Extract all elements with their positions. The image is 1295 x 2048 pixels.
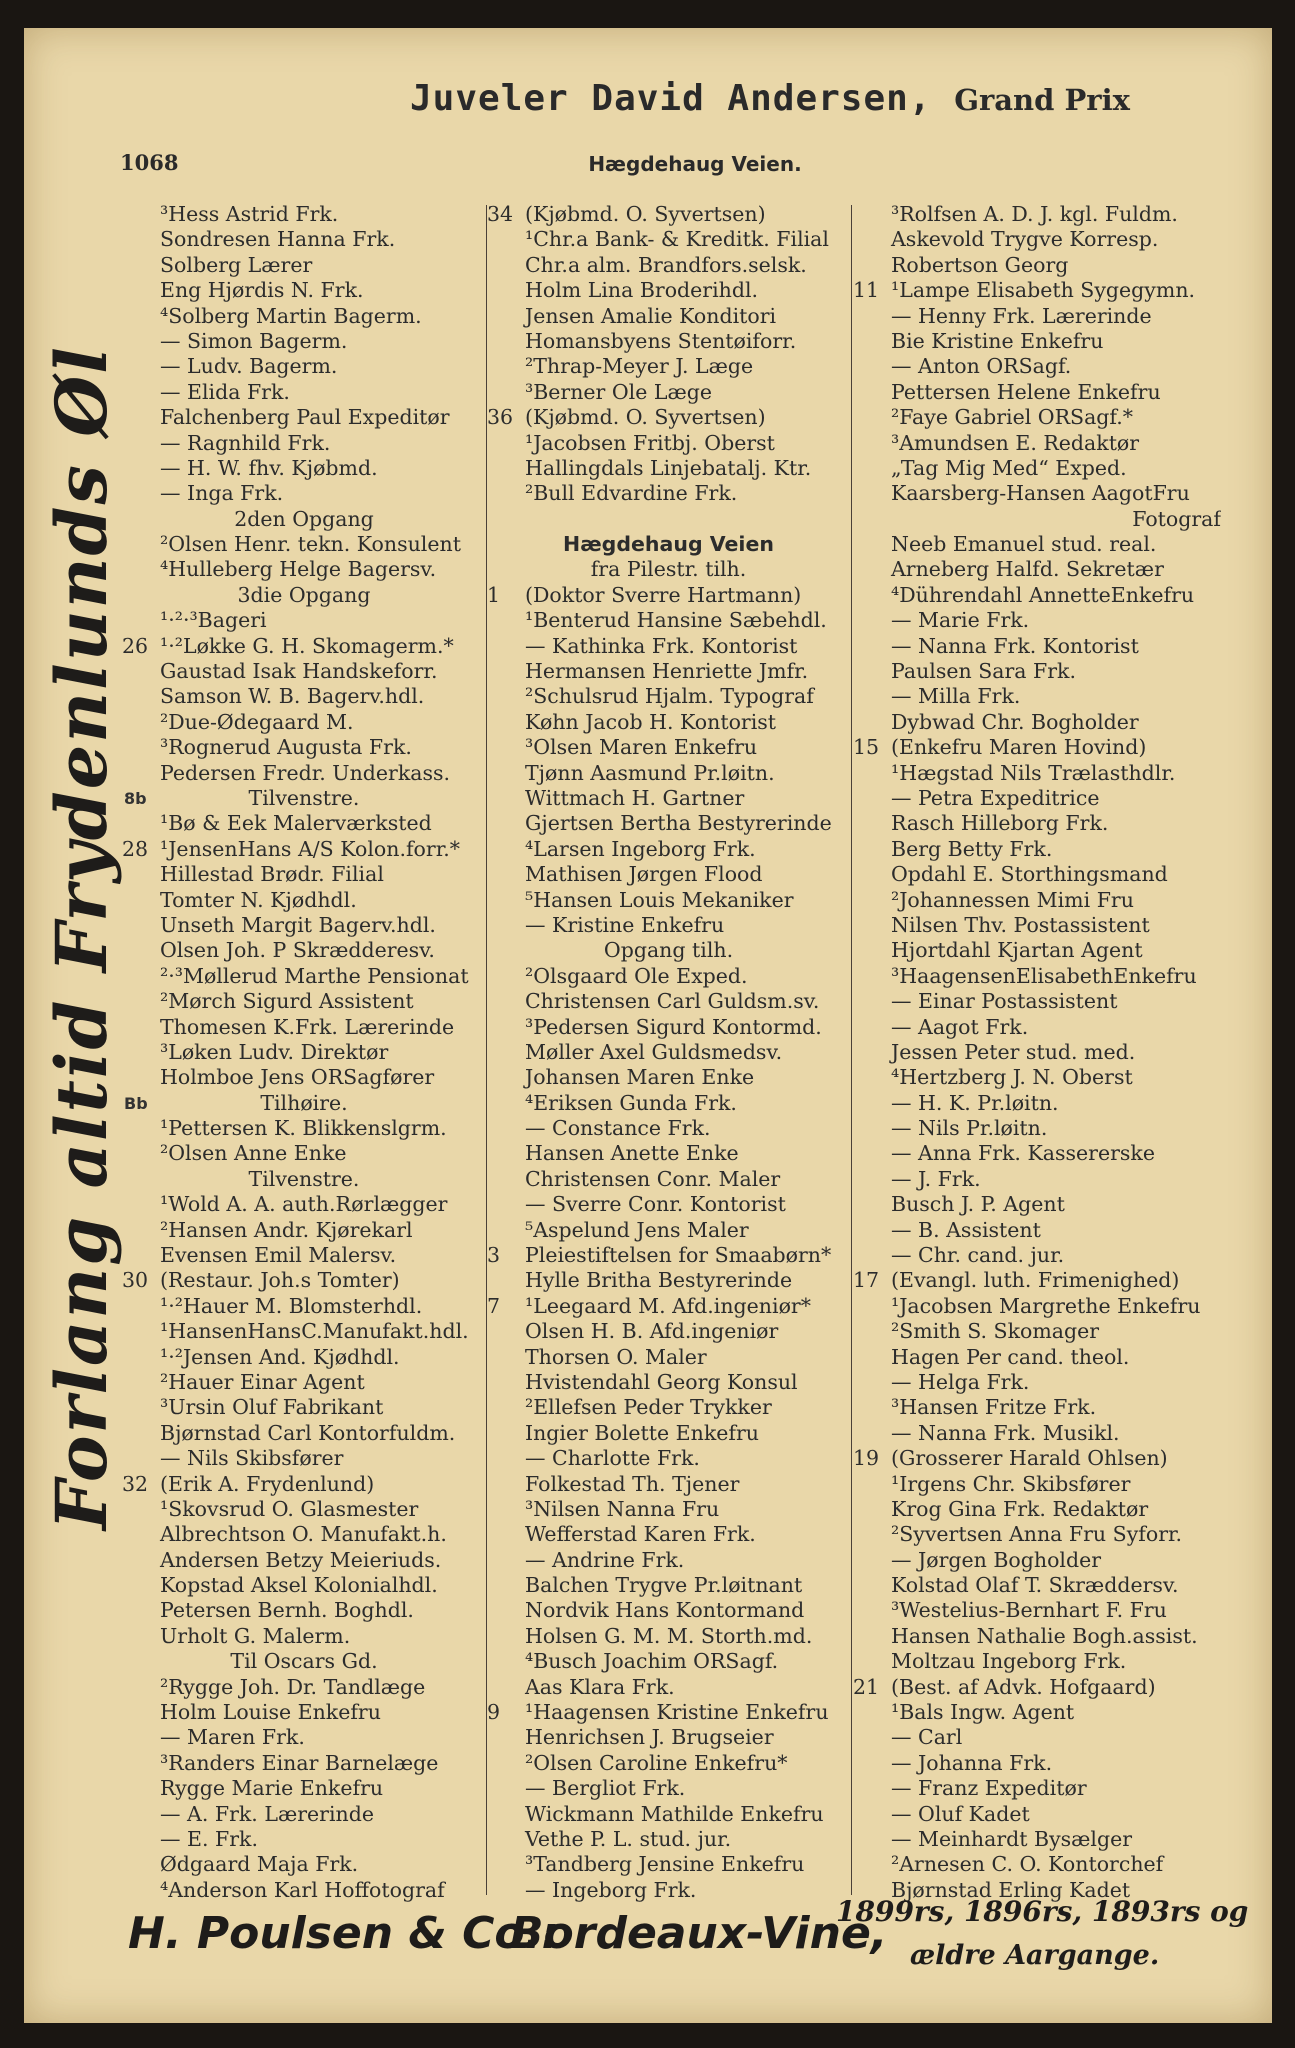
street-header: Hægdehaug Veien.	[588, 152, 802, 176]
resident-entry: ³Hess Astrid Frk.	[160, 202, 339, 226]
resident-entry: ¹Irgens Chr. Skibsfører	[891, 1471, 1131, 1496]
resident-entry: — Johanna Frk.	[891, 1750, 1053, 1775]
resident-entry: ¹Hægstad Nils Trælasthdlr.	[891, 760, 1176, 785]
resident-entry: Hermansen Henriette Jmfr.	[525, 659, 809, 684]
resident-entry: — H. K. Pr.løitn.	[891, 1090, 1059, 1115]
resident-entry: ²Ellefsen Peder Trykker	[525, 1395, 772, 1420]
resident-entry: ¹Jacobsen Margrethe Enkefru	[891, 1293, 1201, 1318]
resident-entry: Bie Kristine Enkefru	[891, 328, 1104, 353]
resident-entry: ²Smith S. Skomager	[891, 1319, 1100, 1344]
house-number-entry	[122, 634, 486, 659]
resident-entry: Hallingdals Linjebatalj. Ktr.	[525, 455, 812, 480]
resident-entry: — Ludv. Bagerm.	[160, 354, 338, 379]
resident-entry: Wickmann Mathilde Enkefru	[525, 1801, 824, 1826]
resident-entry: — Helga Frk.	[891, 1369, 1030, 1394]
resident-entry: ¹·²Jensen And. Kjødhdl.	[160, 1344, 400, 1369]
section-label: Opgang tilh.	[603, 938, 734, 963]
resident-entry: Hvistendahl Georg Konsul	[525, 1369, 798, 1394]
resident-entry: Chr.a alm. Brandfors.selsk.	[525, 252, 807, 277]
resident-entry: — Elida Frk.	[160, 379, 290, 404]
section-label	[487, 507, 850, 532]
margin-mark: Bb	[124, 1094, 148, 1113]
house-number-entry	[853, 1675, 1221, 1700]
house-number: 7	[487, 1293, 501, 1318]
page-header-title	[410, 78, 1210, 119]
entry-text: (Kjøbmd. O. Syvertsen)	[525, 405, 766, 430]
column-divider	[851, 205, 852, 1895]
resident-entry: ³Rolfsen A. D. J. kgl. Fuldm.	[891, 202, 1178, 226]
house-number-entry	[122, 1268, 486, 1293]
resident-entry: Olsen Joh. P Skrædderesv.	[160, 938, 435, 963]
resident-entry: — Carl	[891, 1725, 963, 1750]
resident-entry: ¹·²Hauer M. Blomsterhdl.	[160, 1293, 423, 1318]
resident-entry: ⁵Aspelund Jens Maler	[525, 1217, 749, 1242]
resident-entry: Henrichsen J. Brugseier	[525, 1725, 774, 1750]
resident-entry: — Meinhardt Bysælger	[891, 1827, 1133, 1851]
resident-entry: — Sverre Conr. Kontorist	[525, 1192, 786, 1217]
house-number-entry	[853, 1268, 1221, 1293]
resident-entry: Mathisen Jørgen Flood	[525, 862, 763, 887]
resident-entry: — Nanna Frk. Kontorist	[891, 633, 1139, 658]
entry-text: ¹·²Løkke G. H. Skomagerm.*	[160, 633, 454, 658]
resident-entry: ³Hansen Fritze Frk.	[891, 1395, 1097, 1420]
footer-product: Bordeaux-Vine,	[510, 1908, 888, 1959]
resident-entry: ¹Pettersen K. Blikkenslgrm.	[160, 1116, 447, 1141]
resident-entry: Sondresen Hanna Frk.	[160, 227, 396, 252]
page-number: 1068	[120, 150, 179, 175]
resident-entry: ²Mørch Sigurd Assistent	[160, 989, 414, 1014]
resident-entry: Andersen Betzy Meieriuds.	[160, 1547, 442, 1572]
house-number: 17	[853, 1268, 880, 1293]
house-number: 32	[122, 1471, 149, 1496]
resident-entry: Arneberg Halfd. Sekretær	[891, 557, 1164, 582]
house-number-entry	[853, 735, 1221, 760]
resident-entry: ⁴Larsen Ingeborg Frk.	[525, 836, 756, 861]
entry-text: ¹Haagensen Kristine Enkefru	[525, 1700, 829, 1725]
resident-entry: — Kristine Enkefru	[525, 912, 725, 937]
footer-vintages: 1899rs, 1896rs, 1893rs og	[836, 1895, 1249, 1928]
resident-entry: Hillestad Brødr. Filial	[160, 862, 384, 887]
resident-entry: — Nils Pr.løitn.	[891, 1116, 1048, 1141]
resident-entry: Folkestad Th. Tjener	[525, 1471, 740, 1496]
resident-entry: Busch J. P. Agent	[891, 1192, 1065, 1217]
resident-entry: ²Thrap-Meyer J. Læge	[525, 354, 754, 379]
resident-entry: Bjørnstad Carl Kontorfuldm.	[160, 1420, 456, 1445]
resident-entry: Tjønn Aasmund Pr.løitn.	[525, 760, 775, 785]
resident-entry: — H. W. fhv. Kjøbmd.	[160, 455, 378, 480]
resident-entry: — Oluf Kadet	[891, 1801, 1030, 1826]
house-number: 30	[122, 1268, 149, 1293]
entry-text: (Erik A. Frydenlund)	[160, 1471, 375, 1496]
resident-entry: Nilsen Thv. Postassistent	[891, 912, 1150, 937]
resident-entry: — Milla Frk.	[891, 684, 1021, 709]
resident-entry: ²Due-Ødegaard M.	[160, 709, 354, 734]
resident-entry: Holsen G. M. M. Storth.md.	[525, 1623, 813, 1648]
entry-text: (Doktor Sverre Hartmann)	[525, 582, 802, 607]
footer-older-vintages: ældre Aargange.	[910, 1940, 1160, 1971]
house-number: 21	[853, 1674, 880, 1699]
house-number: 9	[487, 1700, 501, 1725]
house-number-entry	[853, 1446, 1221, 1471]
resident-entry: ²Olsen Anne Enke	[160, 1141, 347, 1166]
resident-entry: Holmboe Jens ORSagfører	[160, 1065, 435, 1090]
resident-entry: ³Amundsen E. Redaktør	[891, 430, 1140, 455]
resident-entry: Solberg Lærer	[160, 252, 313, 277]
resident-entry: — B. Assistent	[891, 1217, 1041, 1242]
house-number-entry	[487, 583, 850, 608]
resident-entry: Wittmach H. Gartner	[525, 785, 745, 810]
resident-entry: ⁴Solberg Martin Bagerm.	[160, 303, 422, 328]
entry-text: (Kjøbmd. O. Syvertsen)	[525, 202, 766, 226]
street-section-heading: Hægdehaug Veien	[563, 532, 774, 557]
resident-entry: ²Olsgaard Ole Exped.	[525, 963, 748, 988]
resident-entry: Falchenberg Paul Expeditør	[160, 405, 450, 430]
resident-entry: Thomesen K.Frk. Lærerinde	[160, 1014, 455, 1039]
resident-entry: Tomter N. Kjødhdl.	[160, 887, 357, 912]
entry-text: (Best. af Advk. Hofgaard)	[891, 1674, 1156, 1699]
house-number: 19	[853, 1446, 880, 1471]
resident-entry: Rasch Hilleborg Frk.	[891, 811, 1109, 836]
entry-text: (Restaur. Joh.s Tomter)	[160, 1268, 400, 1293]
entry-text: ¹JensenHans A/S Kolon.forr.*	[160, 836, 461, 861]
continuation-text: Fotograf	[1132, 506, 1221, 531]
resident-entry: — Aagot Frk.	[891, 1014, 1029, 1039]
resident-entry: ²Rygge Joh. Dr. Tandlæge	[160, 1674, 426, 1699]
resident-entry: Thorsen O. Maler	[525, 1344, 707, 1369]
resident-entry: ¹Skovsrud O. Glasmester	[160, 1496, 419, 1521]
side-advertisement: Forlang altid Frydenlunds Øl	[40, 345, 123, 1530]
directory-column-3	[853, 202, 1221, 1903]
resident-entry: ²Hansen Andr. Kjørekarl	[160, 1217, 413, 1242]
entry-text: (Enkefru Maren Hovind)	[891, 735, 1147, 760]
resident-entry: — Andrine Frk.	[525, 1547, 685, 1572]
resident-entry: — Franz Expeditør	[891, 1776, 1087, 1801]
resident-entry: ¹Wold A. A. auth.Rørlægger	[160, 1192, 448, 1217]
resident-entry: — Nanna Frk. Musikl.	[891, 1420, 1120, 1445]
header-advertiser: Juveler David Andersen,	[410, 78, 932, 119]
resident-entry: — E. Frk.	[160, 1827, 258, 1851]
house-number: 15	[853, 735, 880, 760]
resident-entry: Paulsen Sara Frk.	[891, 659, 1076, 684]
house-number-entry	[122, 1472, 486, 1497]
resident-entry: Kopstad Aksel Kolonialhdl.	[160, 1573, 438, 1598]
resident-entry: — J. Frk.	[891, 1166, 981, 1191]
resident-entry: ¹HansenHansC.Manufakt.hdl.	[160, 1319, 469, 1344]
entry-text: ¹Leegaard M. Afd.ingeniør*	[525, 1293, 811, 1318]
resident-entry: ²Faye Gabriel ORSagf.*	[891, 405, 1134, 430]
resident-entry: Balchen Trygve Pr.løitnant	[525, 1573, 803, 1598]
resident-entry: ³Nilsen Nanna Fru	[525, 1496, 720, 1521]
resident-entry: Ingier Bolette Enkefru	[525, 1420, 759, 1445]
resident-entry: Gjertsen Bertha Bestyrerinde	[525, 811, 832, 836]
directory-column-2	[487, 202, 850, 1903]
resident-entry: Olsen H. B. Afd.ingeniør	[525, 1319, 779, 1344]
house-number: 36	[487, 405, 514, 430]
resident-entry: Hagen Per cand. theol.	[891, 1344, 1130, 1369]
house-number-entry	[487, 405, 850, 430]
resident-entry: Hjortdahl Kjartan Agent	[891, 938, 1143, 963]
resident-entry: Bjørnstad Erling Kadet	[891, 1877, 1131, 1902]
entry-text: Pleiestiftelsen for Smaabørn*	[525, 1243, 832, 1268]
resident-entry: ²Syvertsen Anna Fru Syforr.	[891, 1522, 1183, 1547]
resident-entry: — Ragnhild Frk.	[160, 430, 331, 455]
house-number-entry	[853, 278, 1221, 303]
resident-entry: „Tag Mig Med“ Exped.	[891, 455, 1127, 480]
house-number-entry	[487, 1243, 850, 1268]
resident-entry: Samson W. B. Bagerv.hdl.	[160, 684, 425, 709]
resident-entry: Hansen Anette Enke	[525, 1141, 739, 1166]
section-label: Tilvenstre.	[248, 1166, 360, 1191]
resident-entry: ²Hauer Einar Agent	[160, 1369, 365, 1394]
resident-entry: — Marie Frk.	[891, 608, 1030, 633]
resident-entry: Petersen Bernh. Boghdl.	[160, 1598, 414, 1623]
resident-entry: Møller Axel Guldsmedsv.	[525, 1039, 783, 1064]
house-number-entry	[487, 1294, 850, 1319]
entry-text: (Evangl. luth. Frimenighed)	[891, 1268, 1180, 1293]
house-number: 11	[853, 278, 880, 303]
house-number: 26	[122, 633, 149, 658]
section-label: Tilvenstre.	[248, 785, 360, 810]
resident-entry: Eng Hjørdis N. Frk.	[160, 278, 364, 303]
resident-entry: Evensen Emil Malersv.	[160, 1243, 397, 1268]
resident-entry: ²Johannessen Mimi Fru	[891, 887, 1134, 912]
resident-entry: — Kathinka Frk. Kontorist	[525, 633, 798, 658]
resident-entry: ³Tandberg Jensine Enkefru	[525, 1852, 805, 1877]
resident-entry: — Bergliot Frk.	[525, 1776, 686, 1801]
house-number: 34	[487, 202, 514, 226]
resident-entry: Robertson Georg	[891, 252, 1069, 277]
resident-entry: ²Schulsrud Hjalm. Typograf	[525, 684, 814, 709]
resident-entry: ¹Chr.a Bank- & Kreditk. Filial	[525, 227, 829, 252]
resident-entry: — Inga Frk.	[160, 481, 284, 506]
resident-entry: Neeb Emanuel stud. real.	[891, 532, 1157, 557]
house-number: 3	[487, 1243, 501, 1268]
house-number-entry	[122, 837, 486, 862]
resident-entry: ²Olsen Henr. tekn. Konsulent	[160, 532, 461, 557]
resident-entry: Berg Betty Frk.	[891, 836, 1053, 861]
resident-entry: Krog Gina Frk. Redaktør	[891, 1496, 1149, 1521]
resident-entry: Hylle Britha Bestyrerinde	[525, 1268, 793, 1293]
resident-entry: ¹Bals Ingw. Agent	[891, 1700, 1075, 1725]
resident-entry: ³Berner Ole Læge	[525, 379, 713, 404]
resident-entry: Kaarsberg-Hansen AagotFru	[891, 481, 1190, 506]
section-label: Tilhøire.	[260, 1090, 348, 1115]
resident-entry: Johansen Maren Enke	[525, 1065, 755, 1090]
resident-entry: ²Arnesen C. O. Kontorchef	[891, 1852, 1164, 1877]
resident-entry: — Einar Postassistent	[891, 989, 1118, 1014]
resident-entry: Køhn Jacob H. Kontorist	[525, 709, 777, 734]
resident-entry: Albrechtson O. Manufakt.h.	[160, 1522, 447, 1547]
header-grand-prix: Grand Prix	[954, 83, 1130, 117]
resident-entry: — Anton ORSagf.	[891, 354, 1072, 379]
resident-entry: ³Randers Einar Barnelæge	[160, 1750, 439, 1775]
resident-entry: ⁴Eriksen Gunda Frk.	[525, 1090, 737, 1115]
resident-entry: ²Olsen Caroline Enkefru*	[525, 1750, 788, 1775]
resident-entry: — Simon Bagerm.	[160, 328, 348, 353]
resident-entry: ³Rognerud Augusta Frk.	[160, 735, 412, 760]
resident-entry: Unseth Margit Bagerv.hdl.	[160, 912, 436, 937]
resident-entry: Gaustad Isak Handskeforr.	[160, 659, 438, 684]
resident-entry: Kolstad Olaf T. Skræddersv.	[891, 1573, 1179, 1598]
resident-entry: — Anna Frk. Kassererske	[891, 1141, 1155, 1166]
resident-entry: Askevold Trygve Korresp.	[891, 227, 1159, 252]
resident-entry: ⁵Hansen Louis Mekaniker	[525, 887, 794, 912]
resident-entry: Holm Louise Enkefru	[160, 1700, 381, 1725]
resident-entry: ¹Jacobsen Fritbj. Oberst	[525, 430, 775, 455]
resident-entry: — Maren Frk.	[160, 1725, 305, 1750]
resident-entry: ⁴Hertzberg J. N. Oberst	[891, 1065, 1133, 1090]
house-number: 28	[122, 836, 149, 861]
resident-entry: ⁴Busch Joachim ORSagf.	[525, 1649, 779, 1674]
resident-entry: ³Olsen Maren Enkefru	[525, 735, 758, 760]
resident-entry: ³Pedersen Sigurd Kontormd.	[525, 1014, 822, 1039]
entry-text: ¹Lampe Elisabeth Sygegymn.	[891, 278, 1196, 303]
house-number-entry	[487, 202, 850, 227]
footer-advertiser: H. Poulsen & Co.:	[128, 1908, 559, 1959]
resident-entry: ¹Benterud Hansine Sæbehdl.	[525, 608, 827, 633]
resident-entry: Jensen Amalie Konditori	[525, 303, 777, 328]
resident-entry: ⁴Anderson Karl Hoffotograf	[160, 1877, 445, 1902]
resident-entry: ⁴Dührendahl AnnetteEnkefru	[891, 582, 1195, 607]
resident-entry: ⁴Hulleberg Helge Bagersv.	[160, 557, 437, 582]
resident-entry: Opdahl E. Storthingsmand	[891, 862, 1168, 887]
resident-entry: ²·³Møllerud Marthe Pensionat	[160, 963, 469, 988]
house-number-entry	[487, 1700, 850, 1725]
section-label: Til Oscars Gd.	[230, 1649, 378, 1674]
resident-entry: Ødgaard Maja Frk.	[160, 1852, 359, 1877]
resident-entry: Rygge Marie Enkefru	[160, 1776, 384, 1801]
resident-entry: — Petra Expeditrice	[891, 785, 1100, 810]
resident-entry: Urholt G. Malerm.	[160, 1623, 351, 1648]
resident-entry: ³Westelius-Bernhart F. Fru	[891, 1598, 1167, 1623]
resident-entry: — Charlotte Frk.	[525, 1446, 700, 1471]
resident-entry: Wefferstad Karen Frk.	[525, 1522, 756, 1547]
resident-entry: ¹·²·³Bageri	[160, 608, 267, 633]
resident-entry: ³HaagensenElisabethEnkefru	[891, 963, 1197, 988]
entry-text: (Grosserer Harald Ohlsen)	[891, 1446, 1168, 1471]
resident-entry: ¹Bø & Eek Malerværksted	[160, 811, 432, 836]
section-label: 3die Opgang	[237, 582, 371, 607]
section-label: fra Pilestr. tilh.	[590, 557, 747, 582]
resident-entry: Christensen Carl Guldsm.sv.	[525, 989, 820, 1014]
resident-entry: Aas Klara Frk.	[525, 1674, 675, 1699]
resident-entry: Hansen Nathalie Bogh.assist.	[891, 1623, 1198, 1648]
directory-column-1	[122, 202, 486, 1903]
resident-entry: — Constance Frk.	[525, 1116, 711, 1141]
resident-entry: — A. Frk. Lærerinde	[160, 1801, 374, 1826]
resident-entry: — Chr. cand. jur.	[891, 1243, 1065, 1268]
resident-entry: Jessen Peter stud. med.	[891, 1039, 1136, 1064]
resident-entry: Vethe P. L. stud. jur.	[525, 1827, 732, 1851]
resident-entry: Nordvik Hans Kontormand	[525, 1598, 805, 1623]
resident-entry: — Jørgen Bogholder	[891, 1547, 1102, 1572]
resident-entry: Homansbyens Stentøiforr.	[525, 328, 797, 353]
resident-entry: Dybwad Chr. Bogholder	[891, 709, 1139, 734]
resident-entry: — Nils Skibsfører	[160, 1446, 344, 1471]
resident-entry: Pedersen Fredr. Underkass.	[160, 760, 451, 785]
resident-entry: Pettersen Helene Enkefru	[891, 379, 1161, 404]
resident-entry: — Henny Frk. Lærerinde	[891, 303, 1152, 328]
house-number: 1	[487, 582, 501, 607]
resident-entry: Moltzau Ingeborg Frk.	[891, 1649, 1127, 1674]
resident-entry: ²Bull Edvardine Frk.	[525, 481, 738, 506]
margin-mark: 8b	[124, 789, 147, 808]
resident-entry: ³Løken Ludv. Direktør	[160, 1039, 389, 1064]
section-label: 2den Opgang	[234, 506, 374, 531]
resident-entry: Holm Lina Broderihdl.	[525, 278, 759, 303]
resident-entry: Christensen Conr. Maler	[525, 1166, 781, 1191]
resident-entry: ³Ursin Oluf Fabrikant	[160, 1395, 384, 1420]
resident-entry: — Ingeborg Frk.	[525, 1877, 697, 1902]
